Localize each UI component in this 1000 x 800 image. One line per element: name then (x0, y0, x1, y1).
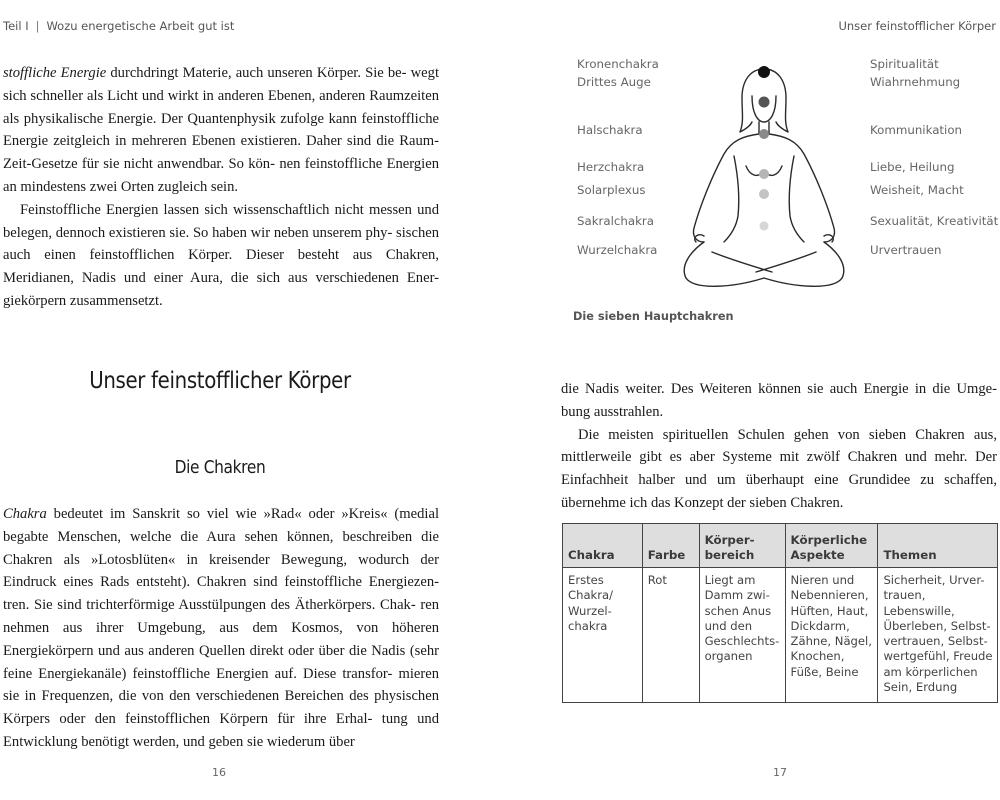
left-bottom-text (3, 503, 439, 754)
torso-right-outline (789, 156, 804, 242)
left-top-text (3, 62, 439, 313)
text-line: tung und Entwicklung benötigt werden, und geben sie wiederum über (3, 711, 439, 750)
legs-crossing-lines (712, 252, 816, 272)
chakra-dots (758, 66, 770, 231)
text-line: übernehme ich das Konzept der sieben Chakren. (561, 494, 844, 511)
chakra-dot-throat (759, 129, 769, 139)
chakra-dot-solar-plexus (759, 189, 769, 199)
table-row (563, 568, 998, 703)
text-line: ren nehmen aus ihrer Umgebung, aus dem Kosmos, von höheren (3, 597, 439, 636)
text-line: nen feinstoffliche Energien an mindestens zwei Orten zugleich sein. (3, 156, 439, 195)
table-header-color: Farbe (642, 524, 699, 568)
table-cell: Liegt am Damm zwi- schen Anus und den Geschlechts- organen (699, 568, 785, 703)
text-line: mieren sie in Frequenzen, die von den verschiedenen Bereichen des (3, 665, 439, 705)
table-cell: Erstes Chakra/ Wurzel- chakra (563, 568, 643, 703)
running-header-left (3, 19, 234, 33)
page-number-right: 17 (773, 766, 787, 779)
chakra-dot-sacral (760, 222, 769, 231)
text-line: Energiekörpern und aus anderen Quellen direkt oder über die Nadis (3, 642, 406, 659)
chakra-figure (570, 52, 1000, 287)
section-title: Unser feinstofflicher Körper (89, 368, 351, 394)
chakra-label-sacral: Sakralchakra (577, 214, 655, 228)
text-line: begabte Menschen, welche die Aura sehen können, beschreiben die (3, 528, 439, 545)
aspect-label-wisdom-power: Weisheit, Macht (870, 183, 964, 197)
paragraph (3, 62, 439, 199)
text-line: Feinstoffliche Energien lassen sich wissenschaftlich nicht messen (20, 201, 412, 218)
text-line: Chakren als »Lotosblüten« in kreisender Bewegung, wodurch der (3, 551, 439, 568)
text-line: Meridianen, Nadis und einer Aura, die sich aus verschiedenen Ener- (3, 270, 439, 287)
chakra-label-throat: Halschakra (577, 123, 643, 137)
text-line: tren. Sie sind trichterförmige Ausstülpungen des Ätherkörpers. Chak- (3, 597, 416, 614)
table-header-themes: Themen (878, 524, 998, 568)
paragraph (3, 503, 439, 754)
running-header-right: Unser feinstofflicher Körper (838, 19, 996, 33)
text-line: und belegen, dennoch existieren sie. So haben wir neben unserem phy- (3, 201, 439, 241)
table-header-body-area: Körper- bereich (699, 524, 785, 568)
text-line: Eindruck eines Rads entsteht). Chakren sind feinstoffliche Energiezen- (3, 574, 439, 591)
figure-caption: Die sieben Hauptchakren (573, 310, 734, 323)
text-line: wegt sich schneller als Licht und wirkt in anderen Ebenen, anderen (3, 65, 439, 104)
aspect-label-primal-trust: Urvertrauen (870, 243, 942, 257)
right-arm-outline (769, 134, 835, 242)
text-line: Raumzeiten als physikalische Energie. Der Quantenphysik zufolge (3, 87, 439, 127)
text-line: bung ausstrahlen. (561, 403, 664, 420)
table-header-row (563, 524, 998, 568)
text-line: giekörpern zusammensetzt. (3, 292, 163, 309)
right-page (500, 0, 1000, 800)
text-line: (sehr feine Energiekanäle) feinstoffliche Energien auf. Diese transfor- (3, 642, 439, 682)
meditation-figure-illustration (672, 56, 857, 291)
chakra-table (562, 523, 998, 703)
page-number-left: 16 (212, 766, 226, 779)
legs-outline (684, 242, 844, 286)
text-line: Die meisten spirituellen Schulen gehen von sieben Chakren aus, (578, 426, 997, 443)
table-header-physical-aspects: Körperliche Aspekte (785, 524, 878, 568)
chakra-label-heart: Herzchakra (577, 160, 645, 174)
chakra-label-solar-plexus: Solarplexus (577, 183, 646, 197)
left-arm-outline (693, 134, 759, 242)
chakra-label-third-eye: Drittes Auge (577, 75, 651, 89)
chakra-dot-heart (759, 169, 769, 179)
aspect-label-sexuality-creativity: Sexualität, Kreativität (870, 214, 999, 228)
aspect-label-perception: Wiahrnehmung (870, 75, 961, 89)
text-line: mittlerweile gibt es aber Systeme mit zwölf Chakren und mehr. Der (561, 449, 997, 466)
chakra-dot-third-eye (759, 97, 770, 108)
paragraph (561, 378, 997, 424)
text-line: Daher sind die Raum-Zeit-Gesetze für sie nicht anwendbar. So kön- (3, 133, 439, 173)
header-separator: | (35, 19, 40, 33)
header-chapter-title: Wozu energetische Arbeit gut ist (46, 19, 235, 33)
aspect-label-love-healing: Liebe, Heilung (870, 160, 955, 174)
chakra-label-crown: Kronenchakra (577, 57, 659, 71)
table-cell: Rot (642, 568, 699, 703)
text-line: Chakra bedeutet im Sanskrit so viel wie »Rad« oder »Kreis« (medial (3, 506, 439, 522)
text-line: kann feinstoffliche Energie zeitgleich in mehreren Ebenen existieren. (3, 110, 439, 150)
paragraph (561, 424, 997, 515)
text-line: physischen Körpers oder den feinstofflichen Körpern für ihre Erhal- (3, 688, 439, 728)
chakra-label-root: Wurzelchakra (577, 243, 658, 257)
paragraph (3, 199, 439, 313)
torso-left-outline (724, 156, 739, 242)
table-cell: Nieren und Nebennieren, Hüften, Haut, Dickdarm, Zähne, Nägel, Knochen, Füße, Beine (785, 568, 878, 703)
header-part-label: Teil I (3, 19, 29, 33)
text-line: sischen auch einen feinstofflichen Körper. Dieser besteht aus Chakren, (3, 224, 440, 264)
text-line: stoffliche Energie durchdringt Materie, auch unseren Körper. Sie be- (3, 65, 407, 81)
text-line: Einfachheit halber und um überhaupt eine Grundidee zu schaffen, (561, 472, 997, 489)
table-cell: Sicherheit, Urver- trauen, Lebenswille, Überleben, Selbst- vertrauen, Selbst- wertgefühl, Freude am körperlichen Sein, Erdung (878, 568, 998, 703)
subsection-title: Die Chakren (174, 458, 266, 478)
aspect-label-communication: Kommunikation (870, 123, 963, 137)
table-header-chakra: Chakra (563, 524, 643, 568)
aspect-label-spirituality: Spiritualität (870, 57, 939, 71)
hands-outline (695, 235, 834, 242)
text-line: die Nadis weiter. Des Weiteren können sie auch Energie in die Umge- (561, 381, 997, 397)
right-body-text (561, 378, 997, 515)
chakra-dot-crown (758, 66, 770, 78)
